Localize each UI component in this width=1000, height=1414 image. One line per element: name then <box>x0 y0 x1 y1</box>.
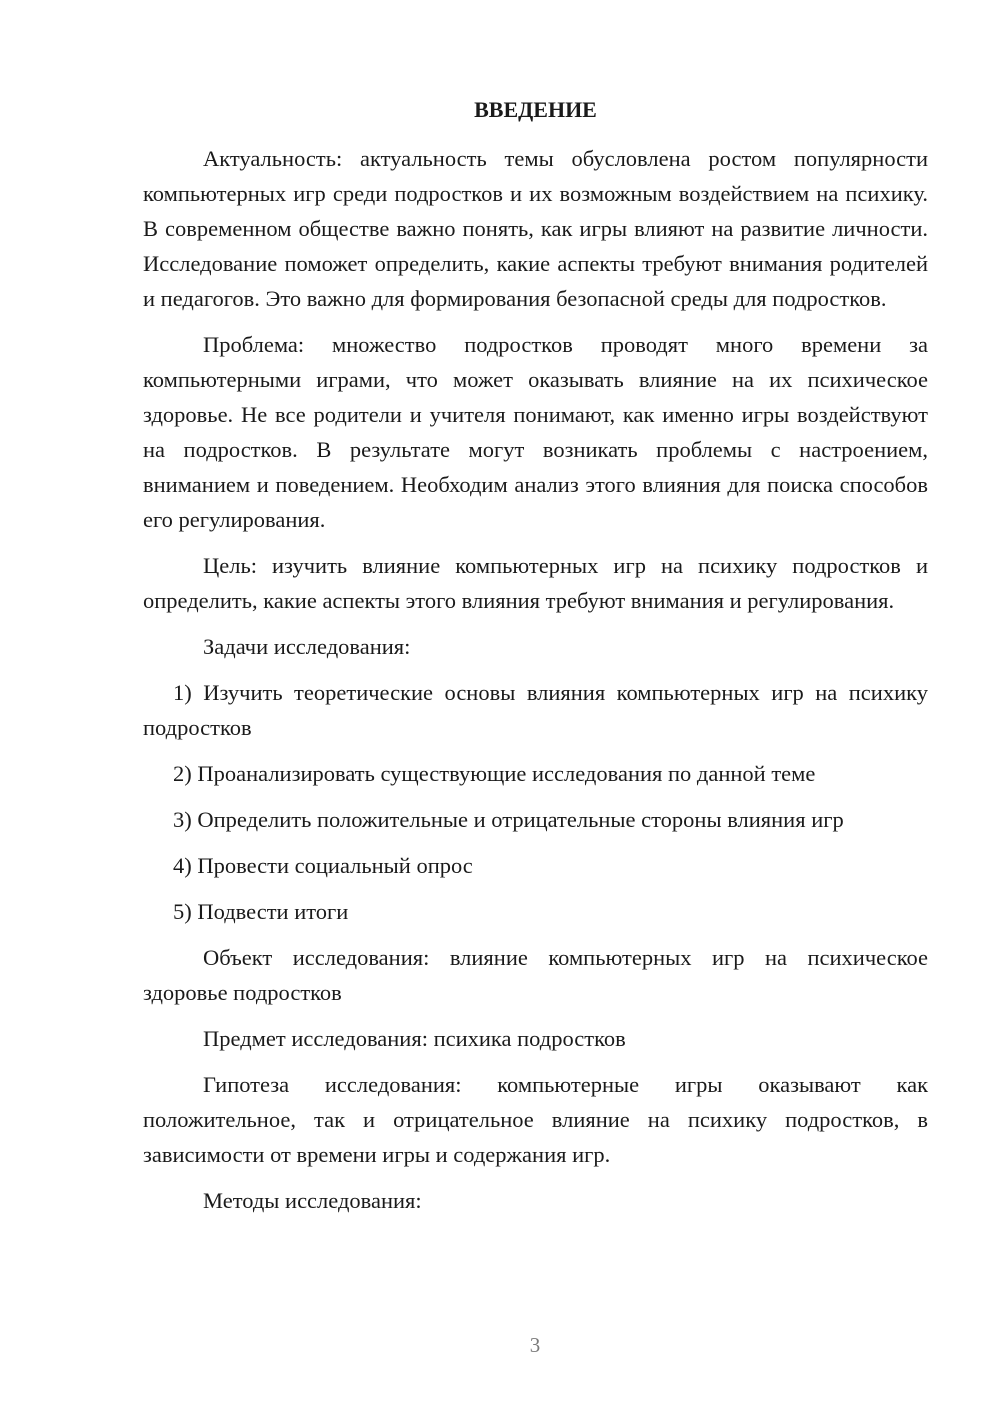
document-page <box>143 92 928 1218</box>
tasks-heading: Задачи исследования: <box>203 634 411 659</box>
task-item: 5) Подвести итоги <box>173 899 349 924</box>
task-item: 2) Проанализировать существующие исследования по данной теме <box>173 761 816 786</box>
section-title: ВВЕДЕНИЕ <box>474 97 597 122</box>
task-item: 3) Определить положительные и отрицательные стороны влияния игр <box>173 807 844 832</box>
hypothesis-paragraph: Гипотеза исследования: компьютерные игры оказывают как положительное, так и отрицательное влияние на психику подростков, в зависимости от времени игры и содержания игр. <box>143 1072 928 1167</box>
task-item: 4) Провести социальный опрос <box>173 853 473 878</box>
relevance-paragraph: Актуальность: актуальность темы обусловлена ростом популярности компьютерных игр среди подростков и их возможным воздействием на психику. В современном обществе важно понять, как игры влияют на развитие личности. Исследование поможет определить, какие аспекты требуют внимания родителей и педагогов. Это важно для формирования безопасной среды для подростков. <box>143 146 928 311</box>
problem-paragraph: Проблема: множество подростков проводят много времени за компьютерными играми, что может оказывать влияние на их психическое здоровье. Не все родители и учителя понимают, как именно игры воздействуют на подростков. В результате могут возникать проблемы с настроением, вниманием и поведением. Необходим анализ этого влияния для поиска способов его регулирования. <box>143 332 928 532</box>
page-number: 3 <box>529 1333 541 1357</box>
object-paragraph: Объект исследования: влияние компьютерных игр на психическое здоровье подростков <box>143 945 928 1005</box>
subject-paragraph: Предмет исследования: психика подростков <box>203 1026 626 1051</box>
goal-paragraph: Цель: изучить влияние компьютерных игр на психику подростков и определить, какие аспекты этого влияния требуют внимания и регулирования. <box>143 553 928 613</box>
task-item: 1) Изучить теоретические основы влияния компьютерных игр на психику подростков <box>143 680 928 740</box>
methods-paragraph: Методы исследования: <box>203 1188 422 1213</box>
